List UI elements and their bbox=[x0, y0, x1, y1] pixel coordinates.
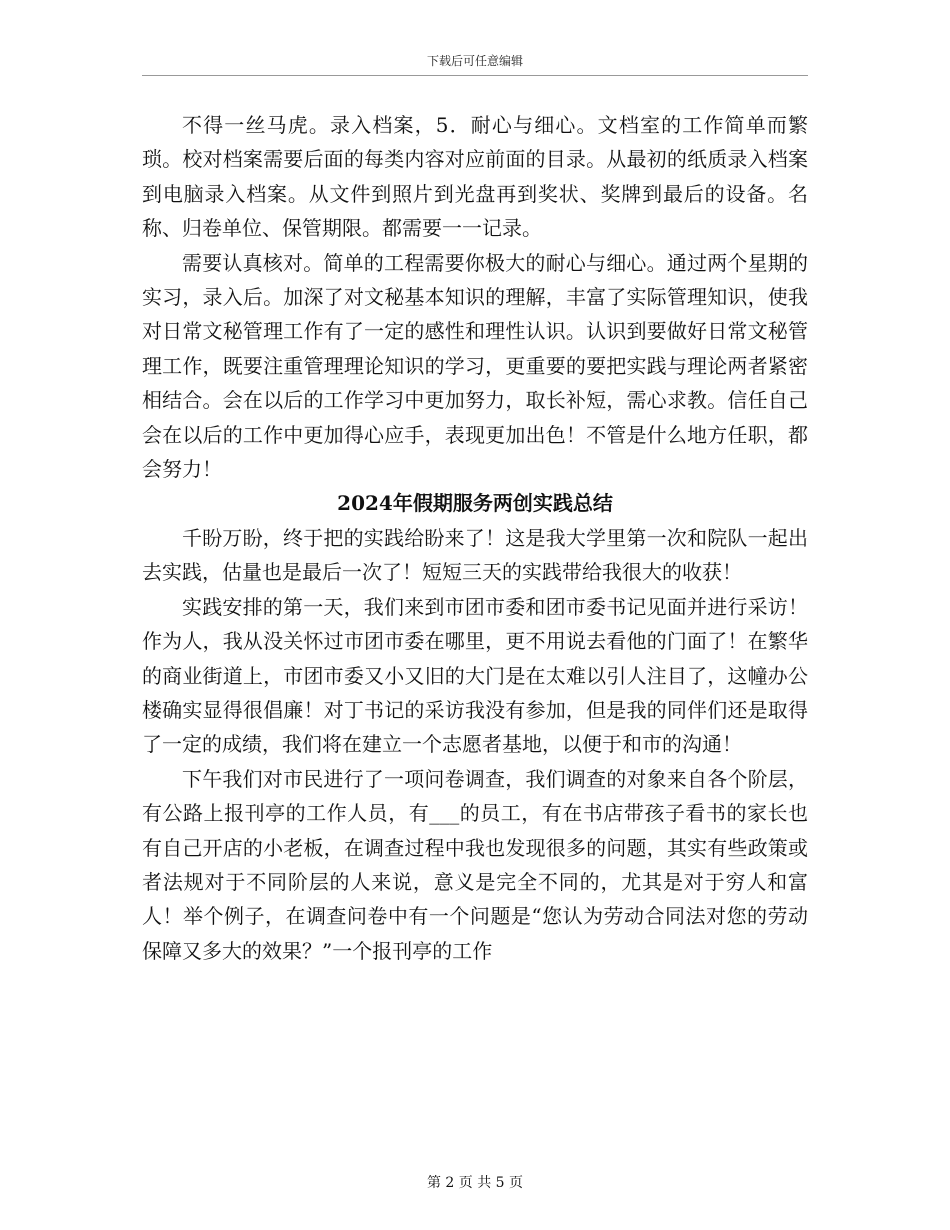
paragraph-2: 需要认真核对。简单的工程需要你极大的耐心与细心。通过两个星期的实习，录入后。加深了对文秘基本知识的理解，丰富了实际管理知识，使我对日常文秘管理工作有了一定的感性和理性认识。认识到要做好日常文秘管理工作，既要注重管理理论知识的学习，更重要的要把实践与理论两者紧密相结合。会在以后的工作学习中更加努力，取长补短，需心求教。信任自己会在以后的工作中更加得心应手，表现更加出色！不管是什么地方任职，都会努力！ bbox=[142, 250, 808, 482]
page-header: 下载后可任意编辑 bbox=[426, 54, 523, 68]
paragraph-3: 千盼万盼，终于把的实践给盼来了！这是我大学里第一次和院队一起出去实践，估量也是最后一次了！短短三天的实践带给我很大的收获！ bbox=[142, 525, 808, 585]
header-divider bbox=[142, 75, 808, 76]
page-footer: 第 2 页 共 5 页 bbox=[426, 1175, 524, 1191]
paragraph-4: 实践安排的第一天，我们来到市团市委和团市委书记见面并进行采访！作为人，我从没关怀过市团市委在哪里，更不用说去看他的门面了！在繁华的商业街道上，市团市委又小又旧的大门是在太难以引人注目了，这幢办公楼确实显得很倡廉！对丁书记的采访我没有参加，但是我的同伴们还是取得了一定的成绩，我们将在建立一个志愿者基地，以便于和市的沟通！ bbox=[142, 594, 808, 757]
paragraph-5: 下午我们对市民进行了一项问卷调查，我们调查的对象来自各个阶层，有公路上报刊亭的工作人员，有___的员工，有在书店带孩子看书的家长也有自己开店的小老板，在调查过程中我也发现很多的问题，其实有些政策或者法规对于不同阶层的人来说，意义是完全不同的，尤其是对于穷人和富人！举个例子，在调查问卷中有一个问题是“您认为劳动合同法对您的劳动保障又多大的效果？”一个报刊亭的工作 bbox=[142, 766, 808, 963]
section-heading: 2024年假期服务两创实践总结 bbox=[337, 491, 613, 516]
document-body bbox=[142, 108, 808, 968]
paragraph-1: 不得一丝马虎。录入档案，5．耐心与细心。文档室的工作简单而繁琐。校对档案需要后面的每类内容对应前面的目录。从最初的纸质录入档案到电脑录入档案。从文件到照片到光盘再到奖状、奖牌到最后的设备。名称、归卷单位、保管期限。都需要一一记录。 bbox=[142, 113, 808, 241]
